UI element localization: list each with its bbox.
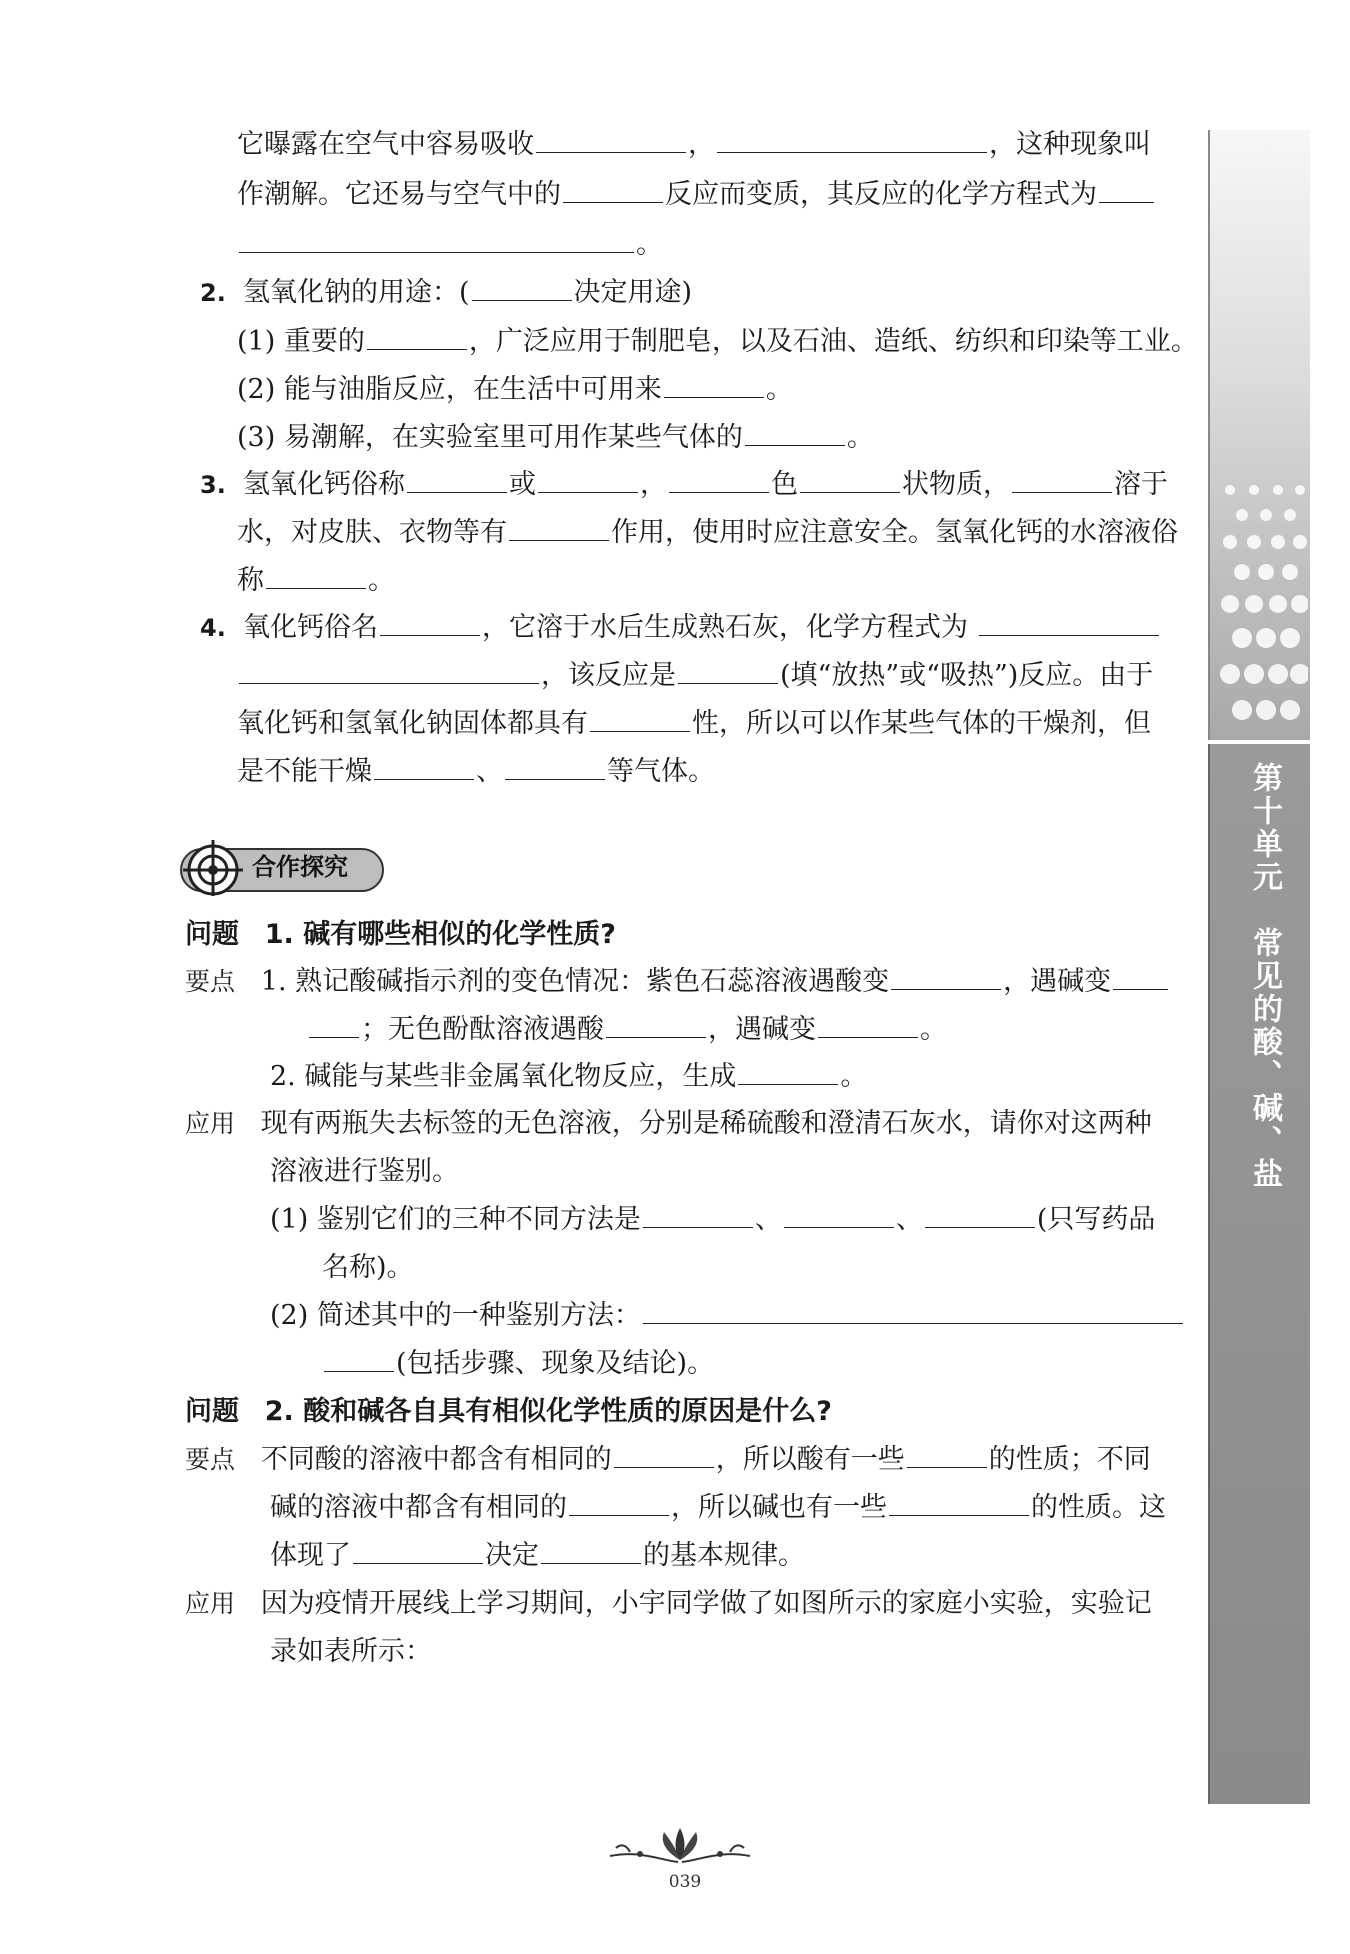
key-point-line: 要点 1. 熟记酸碱指示剂的变色情况：紫色石蕊溶液遇酸变 ，遇碱变 xyxy=(185,962,1170,1002)
text-line: 作潮解。它还易与空气中的 反应而变质，其反应的化学方程式为 xyxy=(237,175,1156,215)
text-line: 是不能干燥 、 等气体。 xyxy=(237,752,715,792)
text-line: (1) 鉴别它们的三种不同方法是 、 、 (只写药品 xyxy=(270,1200,1155,1240)
key-point-line: 要点 不同酸的溶液中都含有相同的 ，所以酸有一些 的性质；不同 xyxy=(185,1440,1151,1480)
text-line: 2. 碱能与某些非金属氧化物反应，生成 。 xyxy=(270,1057,867,1097)
text-line: (2) 能与油脂反应，在生活中可用来 。 xyxy=(237,370,793,410)
unit-title: 第十单元 常见的酸、碱、盐 xyxy=(1247,762,1282,1191)
text-line: 名称)。 xyxy=(322,1252,414,1283)
text-line: (包括步骤、现象及结论)。 xyxy=(322,1344,714,1384)
text-line: ；无色酚酞溶液遇酸 ，遇碱变 。 xyxy=(307,1010,947,1050)
text-line: 碱的溶液中都含有相同的 ，所以碱也有一些 的性质。这 xyxy=(270,1488,1166,1528)
question-2: 2. 氢氧化钠的用途：( 决定用途) xyxy=(200,273,692,313)
text-line: 氧化钙和氢氧化钠固体都具有 性，所以可以作某些气体的干燥剂，但 xyxy=(237,704,1151,744)
section-title: 合作探究 xyxy=(252,853,348,881)
text-line: (3) 易潮解，在实验室里可用作某些气体的 。 xyxy=(237,418,874,458)
target-icon xyxy=(178,826,248,896)
application-line: 应用 因为疫情开展线上学习期间，小宇同学做了如图所示的家庭小实验，实验记 xyxy=(185,1588,1152,1619)
text-line: 录如表所示： xyxy=(270,1636,432,1667)
question-3: 3. 氢氧化钙俗称 或 ， 色 状物质， 溶于 xyxy=(200,465,1168,505)
text-line: ，该反应是 (填“放热”或“吸热”)反应。由于 xyxy=(237,656,1153,696)
floral-ornament-icon xyxy=(600,1822,760,1872)
application-line: 应用 现有两瓶失去标签的无色溶液，分别是稀硫酸和澄清石灰水，请你对这两种 xyxy=(185,1108,1152,1139)
dot-pattern xyxy=(1210,130,1308,740)
text-line: (1) 重要的 ，广泛应用于制肥皂，以及石油、造纸、纺织和印染等工业。 xyxy=(237,322,1198,362)
text-line: (2) 简述其中的一种鉴别方法： xyxy=(270,1296,1185,1336)
page-number: 039 xyxy=(668,1872,702,1892)
text-line: 溶液进行鉴别。 xyxy=(270,1156,459,1187)
text-line: 水，对皮肤、衣物等有 作用，使用时应注意安全。氢氧化钙的水溶液俗 xyxy=(237,513,1178,553)
text-line: 。 xyxy=(237,225,663,265)
text-line: 称 。 xyxy=(237,561,395,601)
question-4: 4. 氧化钙俗名 ，它溶于水后生成熟石灰，化学方程式为 xyxy=(200,608,1161,648)
text-line: 体现了 决定 的基本规律。 xyxy=(270,1536,805,1576)
problem-2-title: 问题 2. 酸和碱各自具有相似化学性质的原因是什么? xyxy=(185,1396,832,1427)
text-line: 它曝露在空气中容易吸收 ， ，这种现象叫 xyxy=(237,125,1151,165)
problem-1-title: 问题 1. 碱有哪些相似的化学性质? xyxy=(185,919,616,950)
